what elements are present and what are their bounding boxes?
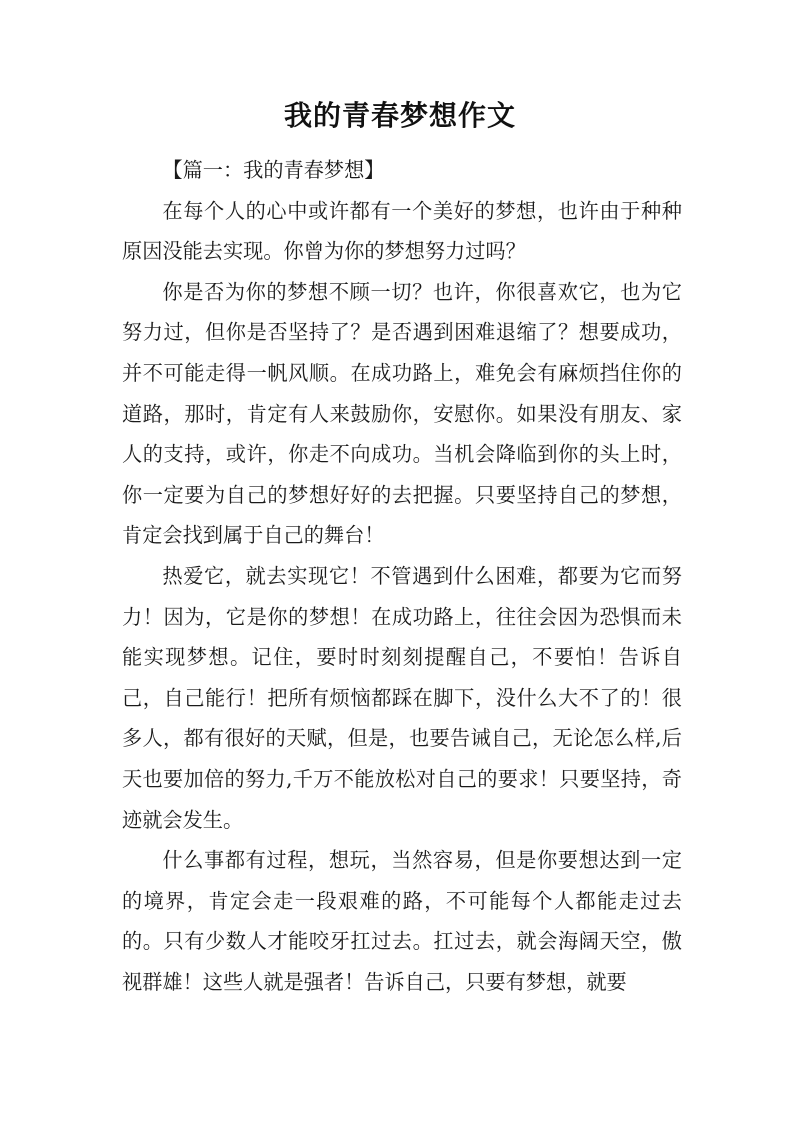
paragraph-4: 什么事都有过程，想玩，当然容易，但是你要想达到一定的境界，肯定会走一段艰难的路，不可能每个人都能走过去的。只有少数人才能咬牙扛过去。扛过去，就会海阔天空，傲视群雄！这些人就是强者！告诉自己，只要有梦想，就要 [122, 848, 682, 994]
paragraph-3: 热爱它，就去实现它！不管遇到什么困难，都要为它而努力！因为，它是你的梦想！在成功路上，往往会因为恐惧而未能实现梦想。记住，要时时刻刻提醒自己，不要怕！告诉自己，自己能行！把所有烦恼都踩在脚下，没什么大不了的！很多人，都有很好的天赋，但是，也要告诫自己，无论怎么样,后天也要加倍的努力,千万不能放松对自己的要求！只要坚持，奇迹就会发生。 [122, 563, 682, 832]
paragraph-2: 你是否为你的梦想不顾一切？也许，你很喜欢它，也为它努力过，但你是否坚持了？是否遇到困难退缩了？想要成功，并不可能走得一帆风顺。在成功路上，难免会有麻烦挡住你的道路，那时，肯定有人来鼓励你，安慰你。如果没有朋友、家人的支持，或许，你走不向成功。当机会降临到你的头上时，你一定要为自己的梦想好好的去把握。只要坚持自己的梦想，肯定会找到属于自己的舞台！ [122, 279, 682, 548]
document-title: 我的青春梦想作文 [283, 99, 516, 132]
section-heading: 【篇一：我的青春梦想】 [162, 158, 385, 182]
paragraph-1: 在每个人的心中或许都有一个美好的梦想，也许由于种种原因没能去实现。你曾为你的梦想努力过吗？ [122, 198, 682, 264]
document-body [122, 150, 682, 1002]
